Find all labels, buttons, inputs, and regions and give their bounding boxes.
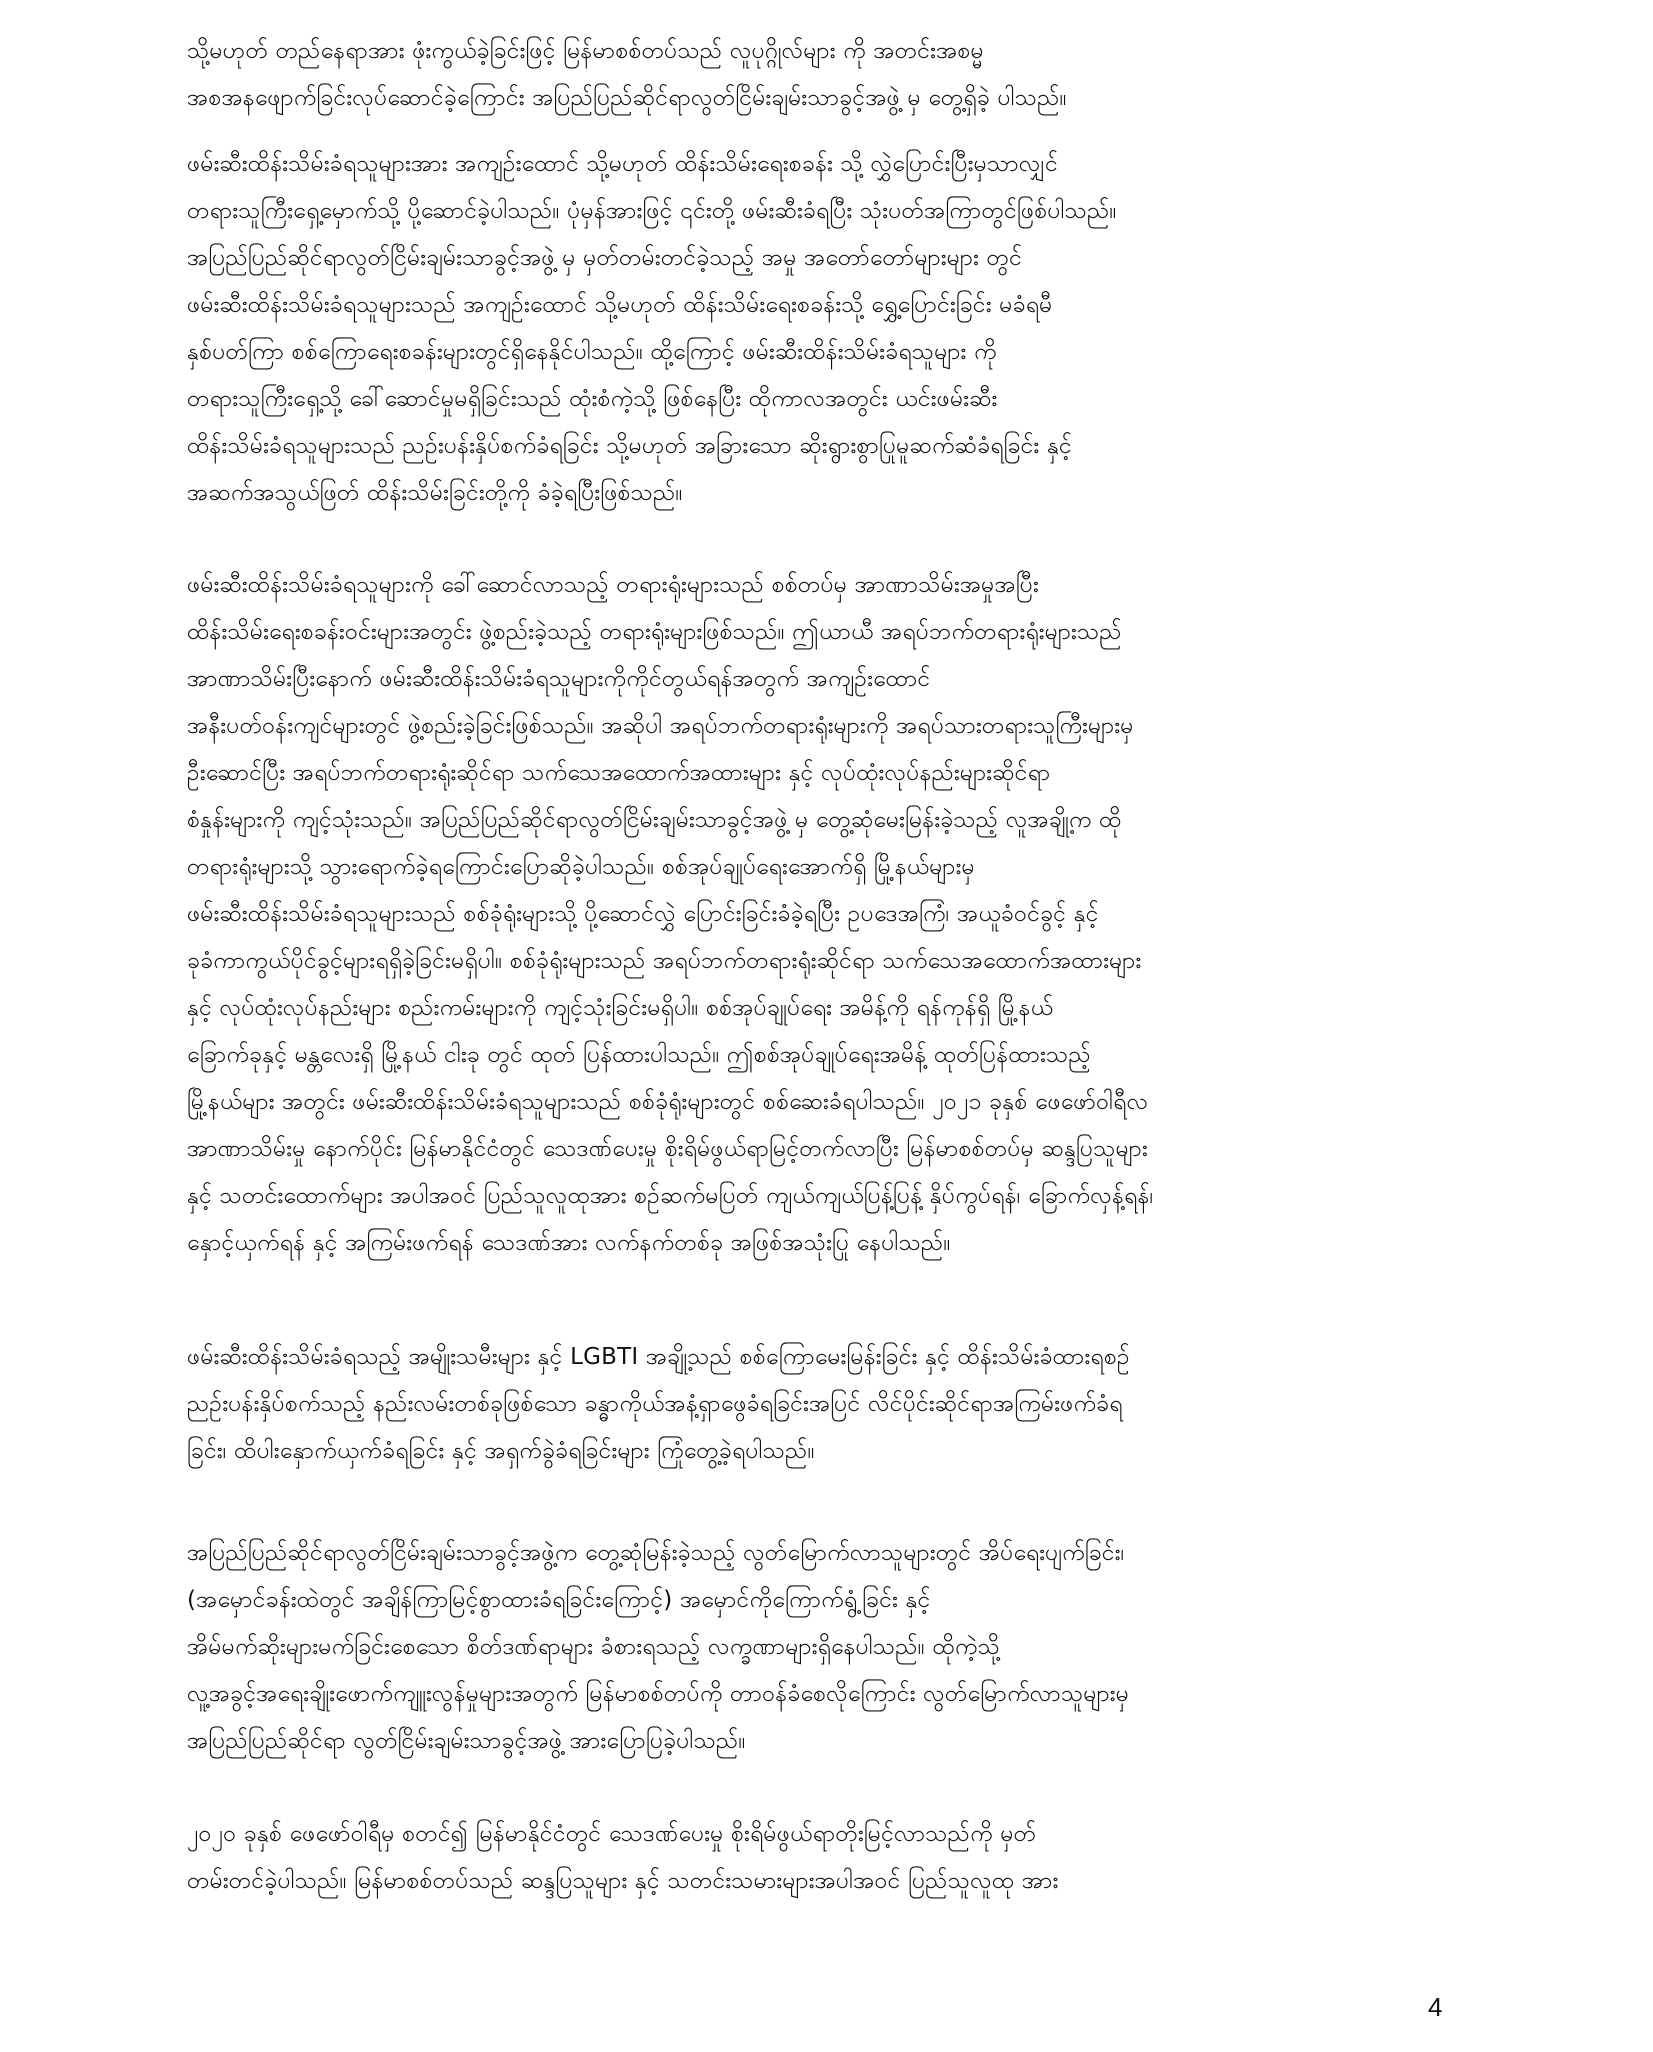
text-line: ထိန်းသိမ်းခံရသူများသည် ညဥ်းပန်းနှိပ်စက်ခံရခြင်း သို့မဟုတ် အခြားသော ဆိုးရွားစွာပြုမူဆက်ဆံခံရခြင်း နှင့် [187, 433, 1072, 459]
text-line: ဖမ်းဆီးထိန်းသိမ်းခံရသူများသည် စစ်ခုံရုံးများသို့ ပို့ဆောင်လွှဲ ပြောင်းခြင်းခံခဲ့ရပြီး ဥပဒေအကြံ၊ အယူခံဝင်ခွင့် နှင့် [187, 901, 1099, 927]
text-line: နှောင့်ယှက်ရန် နှင့် အကြမ်းဖက်ရန် သေဒဏ်အား လက်နက်တစ်ခု အဖြစ်အသုံးပြု နေပါသည်။ [187, 1230, 951, 1256]
paragraph [187, 28, 1477, 122]
text-line: လူ့အခွင့်အရေးချိုးဖောက်ကျူးလွန်မှုများအတွက် မြန်မာစစ်တပ်ကို တာဝန်ခံစေလိုကြောင်း လွတ်မြောက်လာသူများမှ [187, 1681, 1130, 1707]
text-line: အစအနဖျောက်ခြင်းလုပ်ဆောင်ခဲ့ကြောင်း အပြည်ပြည်ဆိုင်ရာလွတ်ငြိမ်းချမ်းသာခွင့်အဖွဲ့ မှ တွေ့ရှိခဲ့ ပါသည်။ [187, 85, 1067, 111]
text-line: ညဥ်းပန်းနှိပ်စက်သည့် နည်းလမ်းတစ်ခုဖြစ်သော ခန္ဓာကိုယ်အနံ့ရှာဖွေခံရခြင်းအပြင် လိင်ပိုင်းဆိုင်ရာအကြမ်းဖက်ခံရ [187, 1391, 1123, 1417]
paragraph [187, 562, 1477, 1267]
text-line: အပြည်ပြည်ဆိုင်ရာလွတ်ငြိမ်းချမ်းသာခွင့်အဖွဲ့ မှ မှတ်တမ်းတင်ခဲ့သည့် အမှု အတော်တော်များများ တွင် [187, 245, 1023, 271]
text-line: ဖမ်းဆီးထိန်းသိမ်းခံရသည့် အမျိုးသမီးများ နှင့် LGBTI အချို့သည် စစ်ကြောမေးမြန်းခြင်း နှင့် ထိန်းသိမ်းခံထားရစဉ် [187, 1344, 1130, 1370]
text-line: ဖမ်းဆီးထိန်းသိမ်းခံရသူများကို ခေါ်ဆောင်လာသည့် တရားရုံးများသည် စစ်တပ်မှ အာဏာသိမ်းအမှုအပြီး [187, 572, 1039, 598]
text-line: မြို့နယ်များ အတွင်း ဖမ်းဆီးထိန်းသိမ်းခံရသူများသည် စစ်ခုံရုံးများတွင် စစ်ဆေးခံရပါသည်။ ၂၀၂၁ ခုနှစ် ဖေဖော်ဝါရီလ [187, 1089, 1149, 1115]
text-line: စံနှုန်းများကို ကျင့်သုံးသည်။ အပြည်ပြည်ဆိုင်ရာလွတ်ငြိမ်းချမ်းသာခွင့်အဖွဲ့ မှ တွေ့ဆုံမေးမြန်းခဲ့သည့် လူအချို့က ထို [187, 807, 1122, 833]
text-line: တရားရုံးများသို့ သွားရောက်ခဲ့ရကြောင်းပြောဆိုခဲ့ပါသည်။ စစ်အုပ်ချုပ်ရေးအောက်ရှိ မြို့နယ်များမှ [187, 854, 975, 880]
text-line: ခြင်း၊ ထိပါးနှောက်ယှက်ခံရခြင်း နှင့် အရှက်ခွဲခံရခြင်းများ ကြုံတွေ့ခဲ့ရပါသည်။ [187, 1438, 815, 1464]
paragraph [187, 1530, 1477, 1765]
text-line: အာဏာသိမ်းမှု နောက်ပိုင်း မြန်မာနိုင်ငံတွင် သေဒဏ်ပေးမှု စိုးရိမ်ဖွယ်ရာမြင့်တက်လာပြီး မြန်မာစစ်တပ်မှ ဆန္ဒပြသူများ [187, 1136, 1148, 1162]
text-line: အာဏာသိမ်းပြီးနောက် ဖမ်းဆီးထိန်းသိမ်းခံရသူများကိုကိုင်တွယ်ရန်အတွက် အကျဉ်းထောင် [187, 666, 931, 692]
paragraph [187, 141, 1477, 517]
text-line: အပြည်ပြည်ဆိုင်ရာလွတ်ငြိမ်းချမ်းသာခွင့်အဖွဲ့က တွေ့ဆုံမြန်းခဲ့သည့် လွတ်မြောက်လာသူများတွင် အိပ်ရေးပျက်ခြင်း၊ [187, 1540, 1125, 1566]
text-line: ဖမ်းဆီးထိန်းသိမ်းခံရသူများသည် အကျဉ်းထောင် သို့မဟုတ် ထိန်းသိမ်းရေးစခန်းသို့ ရွှေ့ပြောင်းခြင်း မခံရမီ [187, 292, 1053, 318]
paragraph [187, 1334, 1477, 1475]
text-line: နှစ်ပတ်ကြာ စစ်ကြောရေးစခန်းများတွင်ရှိနေနိုင်ပါသည်။ ထို့ကြောင့် ဖမ်းဆီးထိန်းသိမ်းခံရသူများ ကို [187, 339, 997, 365]
text-line: ဦးဆောင်ပြီး အရပ်ဘက်တရားရုံးဆိုင်ရာ သက်သေအထောက်အထားများ နှင့် လုပ်ထုံးလုပ်နည်းများဆိုင်ရာ [187, 760, 1051, 786]
text-line: အပြည်ပြည်ဆိုင်ရာ လွတ်ငြိမ်းချမ်းသာခွင့်အဖွဲ့ အားပြောပြခဲ့ပါသည်။ [187, 1728, 746, 1754]
text-line: ထိန်းသိမ်းရေးစခန်းဝင်းများအတွင်း ဖွဲ့စည်းခဲ့သည့် တရားရုံးများဖြစ်သည်။ ဤယာယီ အရပ်ဘက်တရားရုံးများသည် [187, 619, 1122, 645]
text-line: တရားသူကြီးရှေ့မှောက်သို့ ပို့ဆောင်ခဲ့ပါသည်။ ပုံမှန်အားဖြင့် ၎င်းတို့ ဖမ်းဆီးခံရပြီး သုံးပတ်အကြာတွင်ဖြစ်ပါသည်။ [187, 198, 1117, 224]
text-line: နှင့် သတင်းထောက်များ အပါအဝင် ပြည်သူလူထုအား စဉ်ဆက်မပြတ် ကျယ်ကျယ်ပြန့်ပြန့် နှိပ်ကွပ်ရန်၊ ခြောက်လှန့်ရန်၊ [187, 1183, 1154, 1209]
paragraph [187, 1811, 1477, 1905]
text-line: တမ်းတင်ခဲ့ပါသည်။ မြန်မာစစ်တပ်သည် ဆန္ဒပြသူများ နှင့် သတင်းသမားများအပါအဝင် ပြည်သူလူထု အား [187, 1868, 1059, 1894]
text-line: အိမ်မက်ဆိုးများမက်ခြင်းစေသော စိတ်ဒဏ်ရာများ ခံစားရသည့် လက္ခဏာများရှိနေပါသည်။ ထိုကဲ့သို့ [187, 1634, 1001, 1660]
page-number: 4 [1428, 1992, 1443, 2022]
text-line: ဖမ်းဆီးထိန်းသိမ်းခံရသူများအား အကျဉ်းထောင် သို့မဟုတ် ထိန်းသိမ်းရေးစခန်း သို့ လွှဲပြောင်းပြီးမှသာလျှင် [187, 151, 1059, 177]
text-line: အဆက်အသွယ်ဖြတ် ထိန်းသိမ်းခြင်းတို့ကို ခံခဲ့ရပြီးဖြစ်သည်။ [187, 480, 683, 506]
text-line: ခုခံကာကွယ်ပိုင်ခွင့်များရရှိခဲ့ခြင်းမရှိပါ။ စစ်ခုံရုံးများသည် အရပ်ဘက်တရားရုံးဆိုင်ရာ သက်သေအထောက်အထားများ [187, 948, 1142, 974]
text-line: နှင့် လုပ်ထုံးလုပ်နည်းများ စည်းကမ်းများကို ကျင့်သုံးခြင်းမရှိပါ။ စစ်အုပ်ချုပ်ရေး အမိန့်ကို ရန်ကုန်ရှိ မြို့နယ် [187, 995, 1054, 1021]
text-line: (အမှောင်ခန်းထဲတွင် အချိန်ကြာမြင့်စွာထားခံရခြင်းကြောင့်) အမှောင်ကိုကြောက်ရွံ့ခြင်း နှင့် [187, 1587, 931, 1613]
text-line: အနီးပတ်ဝန်းကျင်များတွင် ဖွဲ့စည်းခဲ့ခြင်းဖြစ်သည်။ အဆိုပါ အရပ်ဘက်တရားရုံးများကို အရပ်သားတရားသူကြီးများမှ [187, 713, 1134, 739]
text-line: တရားသူကြီးရှေ့သို့ ခေါ်ဆောင်မှုမရှိခြင်းသည် ထုံးစံကဲ့သို့ ဖြစ်နေပြီး ထိုကာလအတွင်း ယင်းဖမ်းဆီး [187, 386, 998, 412]
text-line: ခြောက်ခုနှင့် မန္တလေးရှိ မြို့နယ် ငါးခု တွင် ထုတ် ပြန်ထားပါသည်။ ဤစစ်အုပ်ချုပ်ရေးအမိန့် ထုတ်ပြန်ထားသည့် [187, 1042, 1091, 1068]
text-line: ၂၀၂၀ ခုနှစ် ဖေဖော်ဝါရီမှ စတင်၍ မြန်မာနိုင်ငံတွင် သေဒဏ်ပေးမှု စိုးရိမ်ဖွယ်ရာတိုးမြင့်လာသည်ကို မှတ် [187, 1821, 1037, 1847]
text-line: သို့မဟုတ် တည်နေရာအား ဖုံးကွယ်ခဲ့ခြင်းဖြင့် မြန်မာစစ်တပ်သည် လူပုဂ္ဂိုလ်များ ကို အတင်းအစမ္မ [187, 38, 984, 64]
